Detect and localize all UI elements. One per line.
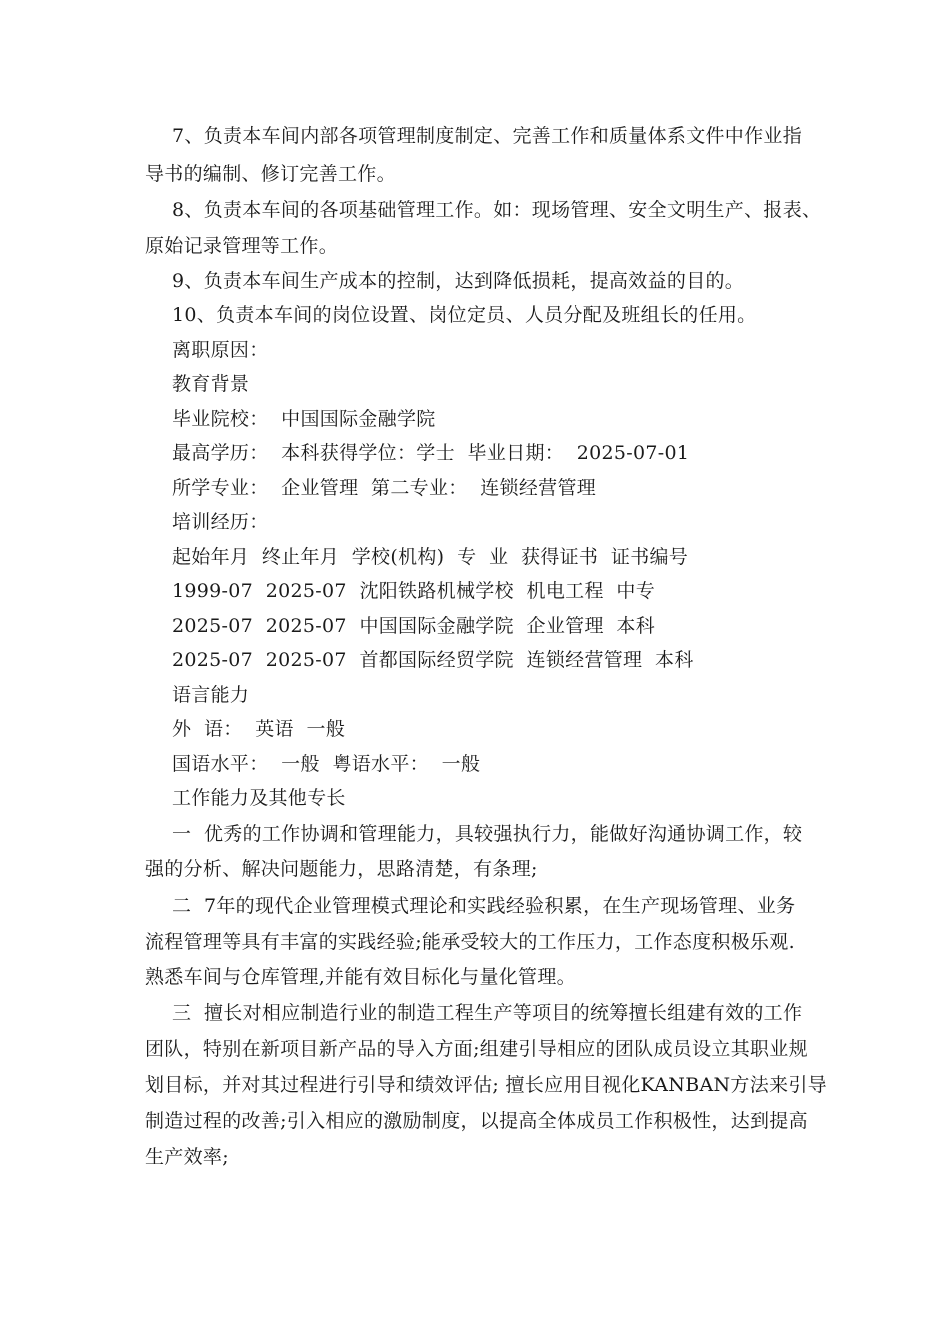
major: 所学专业： 企业管理 第二专业： 连锁经营管理 <box>172 477 597 499</box>
skill-2-line-1: 二 7年的现代企业管理模式理论和实践经验积累，在生产现场管理、业务 <box>172 895 796 917</box>
training-heading: 培训经历： <box>172 511 269 533</box>
skill-2-line-2: 流程管理等具有丰富的实践经验;能承受较大的工作压力，工作态度积极乐观. <box>145 931 795 953</box>
training-row-3: 2025-07 2025-07 首都国际经贸学院 连锁经营管理 本科 <box>172 649 694 671</box>
duty-8-line-2: 原始记录管理等工作。 <box>145 235 339 257</box>
skill-1-line-2: 强的分析、解决问题能力，思路清楚，有条理; <box>145 858 538 880</box>
duty-10: 10、负责本车间的岗位设置、岗位定员、人员分配及班组长的任用。 <box>172 304 757 326</box>
education-heading: 教育背景 <box>172 373 250 395</box>
skill-1-line-1: 一 优秀的工作协调和管理能力，具较强执行力，能做好沟通协调工作，较 <box>172 823 803 845</box>
duty-8-line-1: 8、负责本车间的各项基础管理工作。如：现场管理、安全文明生产、报表、 <box>172 199 822 221</box>
skill-3-line-1: 三 擅长对相应制造行业的制造工程生产等项目的统筹擅长组建有效的工作 <box>172 1002 803 1024</box>
skills-heading: 工作能力及其他专长 <box>172 787 346 809</box>
graduate-school: 毕业院校： 中国国际金融学院 <box>172 408 436 430</box>
training-row-2: 2025-07 2025-07 中国国际金融学院 企业管理 本科 <box>172 615 656 637</box>
duty-7-line-1: 7、负责本车间内部各项管理制度制定、完善工作和质量体系文件中作业指 <box>172 125 802 147</box>
skill-3-line-3: 划目标，并对其过程进行引导和绩效评估; 擅长应用目视化KANBAN方法来引导 <box>145 1074 827 1096</box>
mandarin-cantonese: 国语水平： 一般 粤语水平： 一般 <box>172 753 481 775</box>
skill-3-line-5: 生产效率; <box>145 1146 229 1168</box>
duty-9: 9、负责本车间生产成本的控制，达到降低损耗，提高效益的目的。 <box>172 270 745 292</box>
language-heading: 语言能力 <box>172 684 250 706</box>
highest-degree: 最高学历： 本科获得学位：学士 毕业日期： 2025-07-01 <box>172 442 690 464</box>
skill-3-line-2: 团队，特别在新项目新产品的导入方面;组建引导相应的团队成员设立其职业规 <box>145 1038 808 1060</box>
skill-2-line-3: 熟悉车间与仓库管理,并能有效目标化与量化管理。 <box>145 966 576 988</box>
training-row-1: 1999-07 2025-07 沈阳铁路机械学校 机电工程 中专 <box>172 580 656 602</box>
duty-7-line-2: 导书的编制、修订完善工作。 <box>145 163 396 185</box>
leaving-reason: 离职原因： <box>172 339 269 361</box>
foreign-language: 外 语： 英语 一般 <box>172 718 346 740</box>
skill-3-line-4: 制造过程的改善;引入相应的激励制度，以提高全体成员工作积极性，达到提高 <box>145 1110 808 1132</box>
training-header-row: 起始年月 终止年月 学校(机构) 专 业 获得证书 证书编号 <box>172 546 689 568</box>
